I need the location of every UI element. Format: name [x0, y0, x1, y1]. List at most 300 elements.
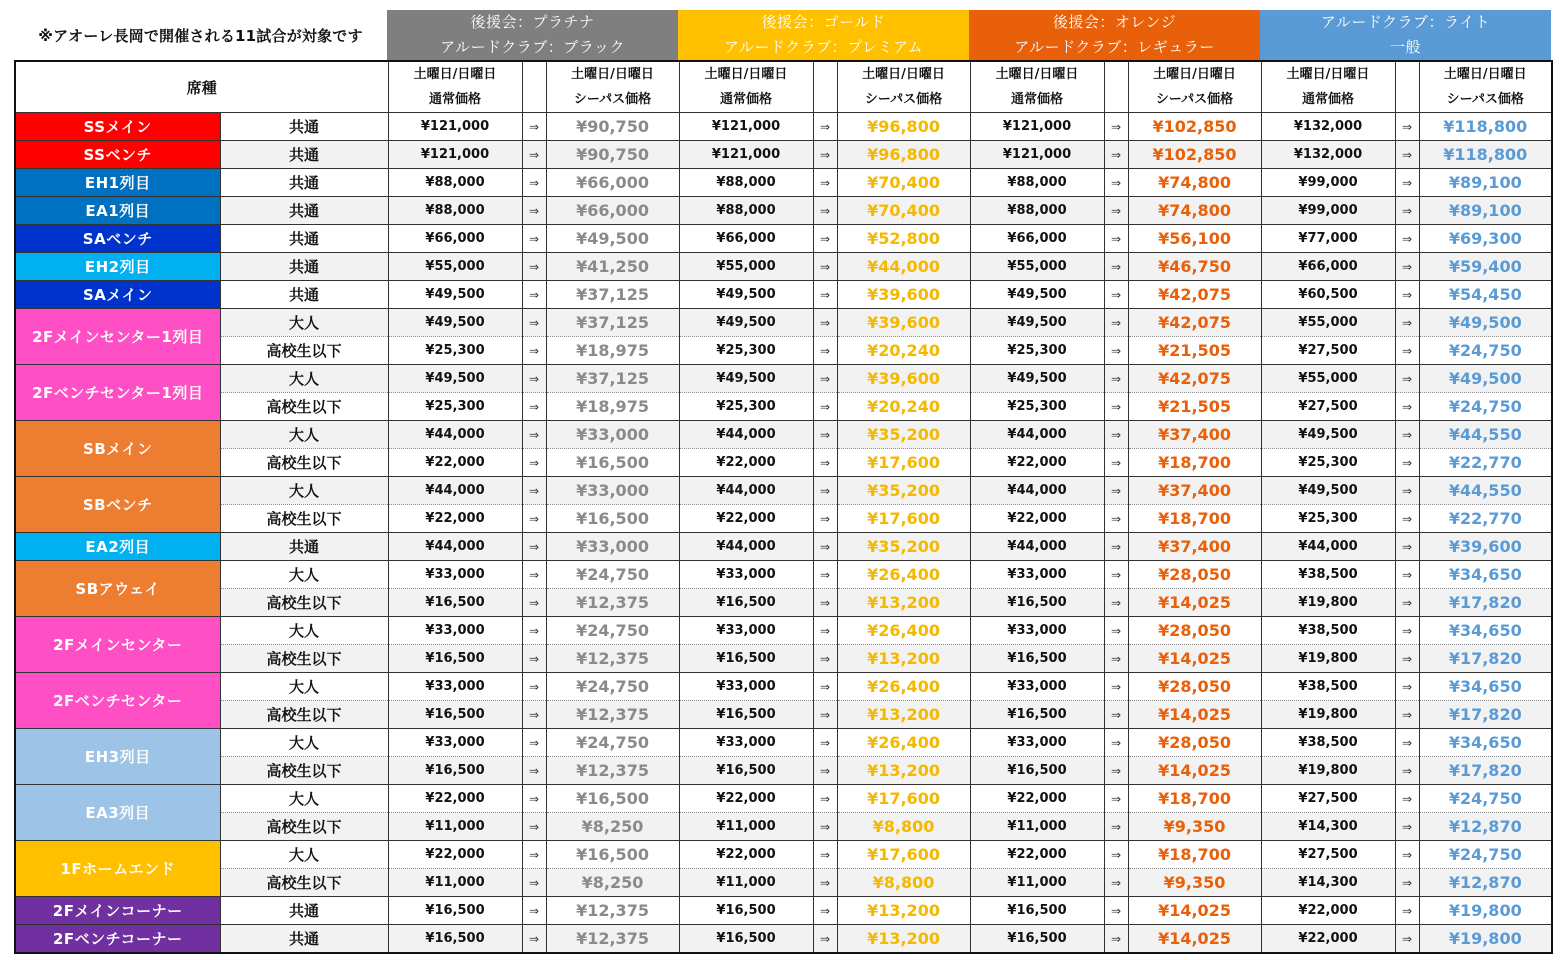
arrow-cell: ⇒: [522, 785, 546, 813]
arrow-cell: ⇒: [1395, 757, 1419, 785]
regular-price-cell: ¥25,300: [970, 337, 1104, 365]
season-price-cell: ¥17,600: [837, 449, 970, 477]
arrow-cell: ⇒: [522, 225, 546, 253]
regular-price-cell: ¥121,000: [679, 113, 813, 141]
arrow-cell: ⇒: [1104, 533, 1128, 561]
arrow-cell: ⇒: [1104, 169, 1128, 197]
season-price-cell: ¥20,240: [837, 337, 970, 365]
arrow-cell: ⇒: [813, 309, 837, 337]
category-cell: 大人: [220, 785, 388, 813]
regular-price-cell: ¥25,300: [388, 393, 522, 421]
table-row: [15, 505, 1552, 533]
regular-price-cell: ¥16,500: [388, 757, 522, 785]
category-cell: 大人: [220, 729, 388, 757]
category-cell: 大人: [220, 673, 388, 701]
seat-name-cell: 1Fホームエンド: [15, 841, 220, 897]
regular-price-cell: ¥27,500: [1261, 337, 1395, 365]
category-cell: 共通: [220, 253, 388, 281]
arrow-cell: ⇒: [1395, 813, 1419, 841]
arrow-cell: ⇒: [522, 365, 546, 393]
category-cell: 共通: [220, 225, 388, 253]
regular-price-cell: ¥55,000: [1261, 365, 1395, 393]
season-price-cell: ¥17,820: [1419, 589, 1552, 617]
regular-price-cell: ¥49,500: [679, 365, 813, 393]
table-row: [15, 841, 1552, 869]
category-cell: 共通: [220, 169, 388, 197]
regular-price-cell: ¥27,500: [1261, 841, 1395, 869]
season-price-cell: ¥8,250: [546, 813, 679, 841]
season-price-cell: ¥22,770: [1419, 505, 1552, 533]
day-label: 土曜日/日曜日: [413, 67, 497, 82]
regular-price-cell: ¥33,000: [970, 673, 1104, 701]
season-price-cell: ¥14,025: [1128, 645, 1261, 673]
regular-price-cell: ¥55,000: [970, 253, 1104, 281]
seat-name-cell: SBメイン: [15, 421, 220, 477]
category-cell: 共通: [220, 925, 388, 954]
season-price-cell: ¥35,200: [837, 477, 970, 505]
day-label: 土曜日/日曜日: [704, 67, 788, 82]
arrow-cell: ⇒: [1104, 813, 1128, 841]
arrow-cell: ⇒: [1395, 393, 1419, 421]
season-price-cell: ¥34,650: [1419, 673, 1552, 701]
season-price-cell: ¥9,350: [1128, 869, 1261, 897]
regular-price-cell: ¥16,500: [679, 701, 813, 729]
arrow-cell: ⇒: [1395, 561, 1419, 589]
regular-price-cell: ¥19,800: [1261, 757, 1395, 785]
regular-price-cell: ¥19,800: [1261, 589, 1395, 617]
arrow-cell: ⇒: [1395, 533, 1419, 561]
category-cell: 高校生以下: [220, 589, 388, 617]
season-price-cell: ¥28,050: [1128, 561, 1261, 589]
season-price-cell: ¥39,600: [837, 309, 970, 337]
arrow-cell: ⇒: [1104, 589, 1128, 617]
arrow-cell: ⇒: [522, 477, 546, 505]
table-row: [15, 169, 1552, 197]
table-row: [15, 533, 1552, 561]
regular-price-cell: ¥88,000: [388, 169, 522, 197]
table-row: [15, 449, 1552, 477]
regular-price-cell: ¥25,300: [970, 393, 1104, 421]
regular-price-cell: ¥33,000: [679, 617, 813, 645]
regular-price-cell: ¥25,300: [679, 337, 813, 365]
regular-price-cell: ¥33,000: [679, 673, 813, 701]
regular-price-cell: ¥55,000: [388, 253, 522, 281]
regular-price-cell: ¥44,000: [970, 477, 1104, 505]
season-price-cell: ¥42,075: [1128, 309, 1261, 337]
arrow-cell: ⇒: [1395, 365, 1419, 393]
regular-price-cell: ¥25,300: [679, 393, 813, 421]
day-label: 土曜日/日曜日: [1286, 67, 1370, 82]
table-row: [15, 197, 1552, 225]
arrow-cell: ⇒: [1395, 897, 1419, 925]
arrow-cell: ⇒: [522, 897, 546, 925]
season-price-cell: ¥8,800: [837, 813, 970, 841]
regular-price-cell: ¥49,500: [388, 365, 522, 393]
regular-price-cell: ¥19,800: [1261, 645, 1395, 673]
arrow-cell: ⇒: [813, 253, 837, 281]
arrow-cell: ⇒: [1104, 897, 1128, 925]
arrow-cell: ⇒: [813, 561, 837, 589]
regular-price-cell: ¥49,500: [970, 281, 1104, 309]
season-price-cell: ¥8,800: [837, 869, 970, 897]
table-row: [15, 393, 1552, 421]
regular-price-cell: ¥22,000: [388, 841, 522, 869]
regular-price-cell: ¥38,500: [1261, 617, 1395, 645]
arrow-cell: ⇒: [1395, 841, 1419, 869]
tier-line2: アルードクラブ：レギュラー: [1014, 38, 1215, 56]
arrow-cell: ⇒: [1104, 337, 1128, 365]
season-label: シーパス価格: [1155, 92, 1234, 107]
regular-price-cell: ¥25,300: [1261, 505, 1395, 533]
arrow-cell: ⇒: [1395, 869, 1419, 897]
arrow-cell: ⇒: [1104, 113, 1128, 141]
arrow-cell: ⇒: [1104, 365, 1128, 393]
tier-line1: 後援会：ゴールド: [761, 13, 886, 31]
season-price-cell: ¥18,700: [1128, 841, 1261, 869]
arrow-cell: ⇒: [1395, 617, 1419, 645]
regular-price-cell: ¥25,300: [388, 337, 522, 365]
arrow-cell: ⇒: [522, 197, 546, 225]
season-price-cell: ¥24,750: [1419, 785, 1552, 813]
arrow-header: [522, 61, 546, 113]
regular-price-cell: ¥16,500: [970, 757, 1104, 785]
regular-price-cell: ¥99,000: [1261, 197, 1395, 225]
tier-orange-header: [969, 10, 1260, 60]
regular-price-cell: ¥88,000: [388, 197, 522, 225]
season-price-cell: ¥26,400: [837, 561, 970, 589]
regular-price-cell: ¥66,000: [1261, 253, 1395, 281]
season-price-header: [1128, 61, 1261, 113]
season-price-cell: ¥14,025: [1128, 757, 1261, 785]
table-row: [15, 113, 1552, 141]
regular-label: 通常価格: [1011, 92, 1064, 107]
arrow-cell: ⇒: [522, 645, 546, 673]
season-price-cell: ¥54,450: [1419, 281, 1552, 309]
season-price-cell: ¥26,400: [837, 729, 970, 757]
season-price-cell: ¥26,400: [837, 617, 970, 645]
regular-price-cell: ¥66,000: [388, 225, 522, 253]
arrow-cell: ⇒: [813, 729, 837, 757]
seat-name-cell: 2Fメインセンター1列目: [15, 309, 220, 365]
category-cell: 共通: [220, 197, 388, 225]
arrow-cell: ⇒: [522, 533, 546, 561]
season-price-cell: ¥70,400: [837, 197, 970, 225]
table-row: [15, 645, 1552, 673]
arrow-cell: ⇒: [522, 113, 546, 141]
regular-price-cell: ¥88,000: [970, 169, 1104, 197]
season-price-cell: ¥37,400: [1128, 421, 1261, 449]
season-price-cell: ¥42,075: [1128, 365, 1261, 393]
arrow-cell: ⇒: [1395, 589, 1419, 617]
season-price-cell: ¥37,125: [546, 365, 679, 393]
regular-label: 通常価格: [1302, 92, 1355, 107]
regular-price-cell: ¥38,500: [1261, 729, 1395, 757]
arrow-cell: ⇒: [1395, 281, 1419, 309]
arrow-cell: ⇒: [1104, 869, 1128, 897]
category-cell: 共通: [220, 281, 388, 309]
season-price-cell: ¥59,400: [1419, 253, 1552, 281]
season-label: シーパス価格: [1446, 92, 1524, 107]
arrow-cell: ⇒: [813, 533, 837, 561]
seat-name-cell: EH3列目: [15, 729, 220, 785]
arrow-cell: ⇒: [1395, 645, 1419, 673]
category-cell: 大人: [220, 421, 388, 449]
arrow-cell: ⇒: [522, 561, 546, 589]
season-price-cell: ¥24,750: [546, 617, 679, 645]
regular-price-cell: ¥44,000: [679, 421, 813, 449]
arrow-cell: ⇒: [813, 365, 837, 393]
regular-price-cell: ¥16,500: [388, 925, 522, 954]
season-price-cell: ¥12,375: [546, 757, 679, 785]
season-price-cell: ¥46,750: [1128, 253, 1261, 281]
regular-price-cell: ¥22,000: [388, 449, 522, 477]
season-price-cell: ¥8,250: [546, 869, 679, 897]
table-row: [15, 785, 1552, 813]
regular-price-cell: ¥44,000: [679, 477, 813, 505]
regular-label: 通常価格: [429, 92, 482, 107]
table-row: [15, 673, 1552, 701]
season-price-cell: ¥74,800: [1128, 197, 1261, 225]
arrow-header: [1104, 61, 1128, 113]
category-cell: 高校生以下: [220, 645, 388, 673]
season-price-cell: ¥39,600: [837, 281, 970, 309]
arrow-cell: ⇒: [1104, 757, 1128, 785]
regular-label: 通常価格: [720, 92, 773, 107]
season-price-cell: ¥19,800: [1419, 897, 1552, 925]
regular-price-cell: ¥121,000: [679, 141, 813, 169]
tier-line2: アルードクラブ：プレミアム: [724, 38, 923, 56]
arrow-cell: ⇒: [813, 617, 837, 645]
regular-price-cell: ¥49,500: [1261, 477, 1395, 505]
season-price-cell: ¥17,600: [837, 505, 970, 533]
regular-price-cell: ¥132,000: [1261, 141, 1395, 169]
seat-name-cell: 2Fメインセンター: [15, 617, 220, 673]
arrow-cell: ⇒: [813, 757, 837, 785]
category-cell: 共通: [220, 533, 388, 561]
season-price-cell: ¥74,800: [1128, 169, 1261, 197]
season-price-cell: ¥21,505: [1128, 337, 1261, 365]
table-row: [15, 365, 1552, 393]
season-price-cell: ¥16,500: [546, 841, 679, 869]
regular-price-cell: ¥22,000: [1261, 925, 1395, 954]
season-price-cell: ¥18,700: [1128, 449, 1261, 477]
season-price-cell: ¥28,050: [1128, 617, 1261, 645]
category-cell: 高校生以下: [220, 757, 388, 785]
season-price-cell: ¥39,600: [1419, 533, 1552, 561]
arrow-cell: ⇒: [1104, 141, 1128, 169]
arrow-cell: ⇒: [1104, 645, 1128, 673]
regular-price-cell: ¥38,500: [1261, 673, 1395, 701]
arrow-cell: ⇒: [1104, 449, 1128, 477]
seat-name-cell: SAベンチ: [15, 225, 220, 253]
table-row: [15, 701, 1552, 729]
seat-name-cell: SSメイン: [15, 113, 220, 141]
season-price-header: [546, 61, 679, 113]
regular-price-cell: ¥132,000: [1261, 113, 1395, 141]
season-price-cell: ¥12,375: [546, 925, 679, 954]
arrow-cell: ⇒: [1104, 309, 1128, 337]
regular-price-cell: ¥77,000: [1261, 225, 1395, 253]
season-price-cell: ¥12,870: [1419, 813, 1552, 841]
season-price-cell: ¥49,500: [1419, 365, 1552, 393]
day-label: 土曜日/日曜日: [862, 67, 945, 82]
arrow-cell: ⇒: [1104, 925, 1128, 954]
regular-price-cell: ¥16,500: [388, 701, 522, 729]
regular-price-cell: ¥88,000: [970, 197, 1104, 225]
arrow-cell: ⇒: [813, 225, 837, 253]
arrow-cell: ⇒: [813, 673, 837, 701]
season-price-cell: ¥14,025: [1128, 925, 1261, 954]
season-price-cell: ¥44,000: [837, 253, 970, 281]
arrow-cell: ⇒: [1104, 673, 1128, 701]
season-price-cell: ¥18,975: [546, 337, 679, 365]
table-row: [15, 757, 1552, 785]
season-price-cell: ¥18,975: [546, 393, 679, 421]
category-cell: 大人: [220, 309, 388, 337]
regular-price-cell: ¥22,000: [388, 505, 522, 533]
arrow-header: [1395, 61, 1419, 113]
table-row: [15, 925, 1552, 954]
season-price-cell: ¥13,200: [837, 757, 970, 785]
arrow-cell: ⇒: [1104, 393, 1128, 421]
season-price-cell: ¥18,700: [1128, 505, 1261, 533]
season-price-cell: ¥35,200: [837, 421, 970, 449]
season-price-header: [837, 61, 970, 113]
regular-price-cell: ¥16,500: [970, 925, 1104, 954]
regular-price-cell: ¥14,300: [1261, 869, 1395, 897]
season-price-cell: ¥28,050: [1128, 673, 1261, 701]
tier-line2: アルードクラブ：ブラック: [440, 38, 625, 56]
season-price-cell: ¥17,600: [837, 785, 970, 813]
arrow-cell: ⇒: [522, 841, 546, 869]
season-price-cell: ¥16,500: [546, 785, 679, 813]
season-price-cell: ¥17,820: [1419, 645, 1552, 673]
table-row: [15, 421, 1552, 449]
regular-price-cell: ¥33,000: [388, 561, 522, 589]
arrow-cell: ⇒: [1395, 309, 1419, 337]
regular-price-cell: ¥22,000: [970, 449, 1104, 477]
season-label: シーパス価格: [864, 92, 943, 107]
regular-price-cell: ¥11,000: [970, 869, 1104, 897]
season-price-cell: ¥12,375: [546, 897, 679, 925]
regular-price-cell: ¥16,500: [388, 645, 522, 673]
seat-name-cell: EH2列目: [15, 253, 220, 281]
tier-line1: 後援会：オレンジ: [1052, 13, 1177, 31]
regular-price-cell: ¥16,500: [679, 897, 813, 925]
regular-price-cell: ¥22,000: [679, 449, 813, 477]
arrow-cell: ⇒: [1395, 701, 1419, 729]
season-price-cell: ¥24,750: [1419, 841, 1552, 869]
season-price-cell: ¥9,350: [1128, 813, 1261, 841]
regular-price-cell: ¥22,000: [679, 785, 813, 813]
season-price-cell: ¥37,125: [546, 309, 679, 337]
regular-price-cell: ¥22,000: [388, 785, 522, 813]
seat-name-cell: SSベンチ: [15, 141, 220, 169]
season-price-cell: ¥18,700: [1128, 785, 1261, 813]
season-price-cell: ¥33,000: [546, 533, 679, 561]
tier-header: [14, 10, 1551, 60]
arrow-cell: ⇒: [1395, 197, 1419, 225]
regular-price-cell: ¥44,000: [388, 421, 522, 449]
season-price-cell: ¥22,770: [1419, 449, 1552, 477]
day-label: 土曜日/日曜日: [571, 67, 654, 82]
season-price-cell: ¥34,650: [1419, 561, 1552, 589]
regular-price-cell: ¥11,000: [970, 813, 1104, 841]
season-price-cell: ¥12,375: [546, 701, 679, 729]
seat-name-cell: 2Fベンチセンター: [15, 673, 220, 729]
category-cell: 大人: [220, 617, 388, 645]
season-price-cell: ¥37,400: [1128, 533, 1261, 561]
arrow-cell: ⇒: [522, 337, 546, 365]
season-price-cell: ¥33,000: [546, 477, 679, 505]
regular-price-cell: ¥44,000: [970, 533, 1104, 561]
tier-line2: 一般: [1389, 38, 1421, 56]
arrow-cell: ⇒: [522, 869, 546, 897]
regular-price-cell: ¥11,000: [679, 869, 813, 897]
day-label: 土曜日/日曜日: [1153, 67, 1236, 82]
table-row: [15, 281, 1552, 309]
regular-price-cell: ¥22,000: [679, 505, 813, 533]
regular-price-cell: ¥33,000: [679, 729, 813, 757]
regular-price-cell: ¥16,500: [679, 645, 813, 673]
arrow-cell: ⇒: [813, 281, 837, 309]
regular-price-cell: ¥19,800: [1261, 701, 1395, 729]
table-row: [15, 589, 1552, 617]
season-price-cell: ¥69,300: [1419, 225, 1552, 253]
season-price-cell: ¥28,050: [1128, 729, 1261, 757]
season-price-cell: ¥14,025: [1128, 589, 1261, 617]
regular-price-cell: ¥44,000: [388, 533, 522, 561]
category-cell: 共通: [220, 897, 388, 925]
table-row: [15, 729, 1552, 757]
regular-price-cell: ¥49,500: [970, 309, 1104, 337]
table-row: [15, 617, 1552, 645]
regular-price-cell: ¥121,000: [388, 113, 522, 141]
season-price-cell: ¥44,550: [1419, 421, 1552, 449]
arrow-cell: ⇒: [813, 645, 837, 673]
table-row: [15, 141, 1552, 169]
table-row: [15, 813, 1552, 841]
seat-name-cell: EH1列目: [15, 169, 220, 197]
arrow-cell: ⇒: [1395, 421, 1419, 449]
table-row: [15, 253, 1552, 281]
regular-price-cell: ¥27,500: [1261, 393, 1395, 421]
regular-price-cell: ¥121,000: [388, 141, 522, 169]
season-price-cell: ¥89,100: [1419, 197, 1552, 225]
regular-price-cell: ¥99,000: [1261, 169, 1395, 197]
seat-name-cell: 2Fメインコーナー: [15, 897, 220, 925]
regular-price-cell: ¥66,000: [679, 225, 813, 253]
regular-price-cell: ¥22,000: [679, 841, 813, 869]
table-row: [15, 869, 1552, 897]
regular-price-cell: ¥66,000: [970, 225, 1104, 253]
season-price-cell: ¥56,100: [1128, 225, 1261, 253]
season-price-cell: ¥12,375: [546, 645, 679, 673]
season-price-cell: ¥17,600: [837, 841, 970, 869]
season-price-cell: ¥21,505: [1128, 393, 1261, 421]
arrow-cell: ⇒: [522, 925, 546, 954]
season-price-cell: ¥33,000: [546, 421, 679, 449]
regular-price-cell: ¥33,000: [388, 617, 522, 645]
day-label: 土曜日/日曜日: [995, 67, 1079, 82]
season-price-cell: ¥89,100: [1419, 169, 1552, 197]
arrow-cell: ⇒: [522, 673, 546, 701]
arrow-cell: ⇒: [1395, 729, 1419, 757]
arrow-cell: ⇒: [1395, 673, 1419, 701]
arrow-cell: ⇒: [522, 169, 546, 197]
regular-price-cell: ¥22,000: [1261, 897, 1395, 925]
arrow-cell: ⇒: [813, 477, 837, 505]
